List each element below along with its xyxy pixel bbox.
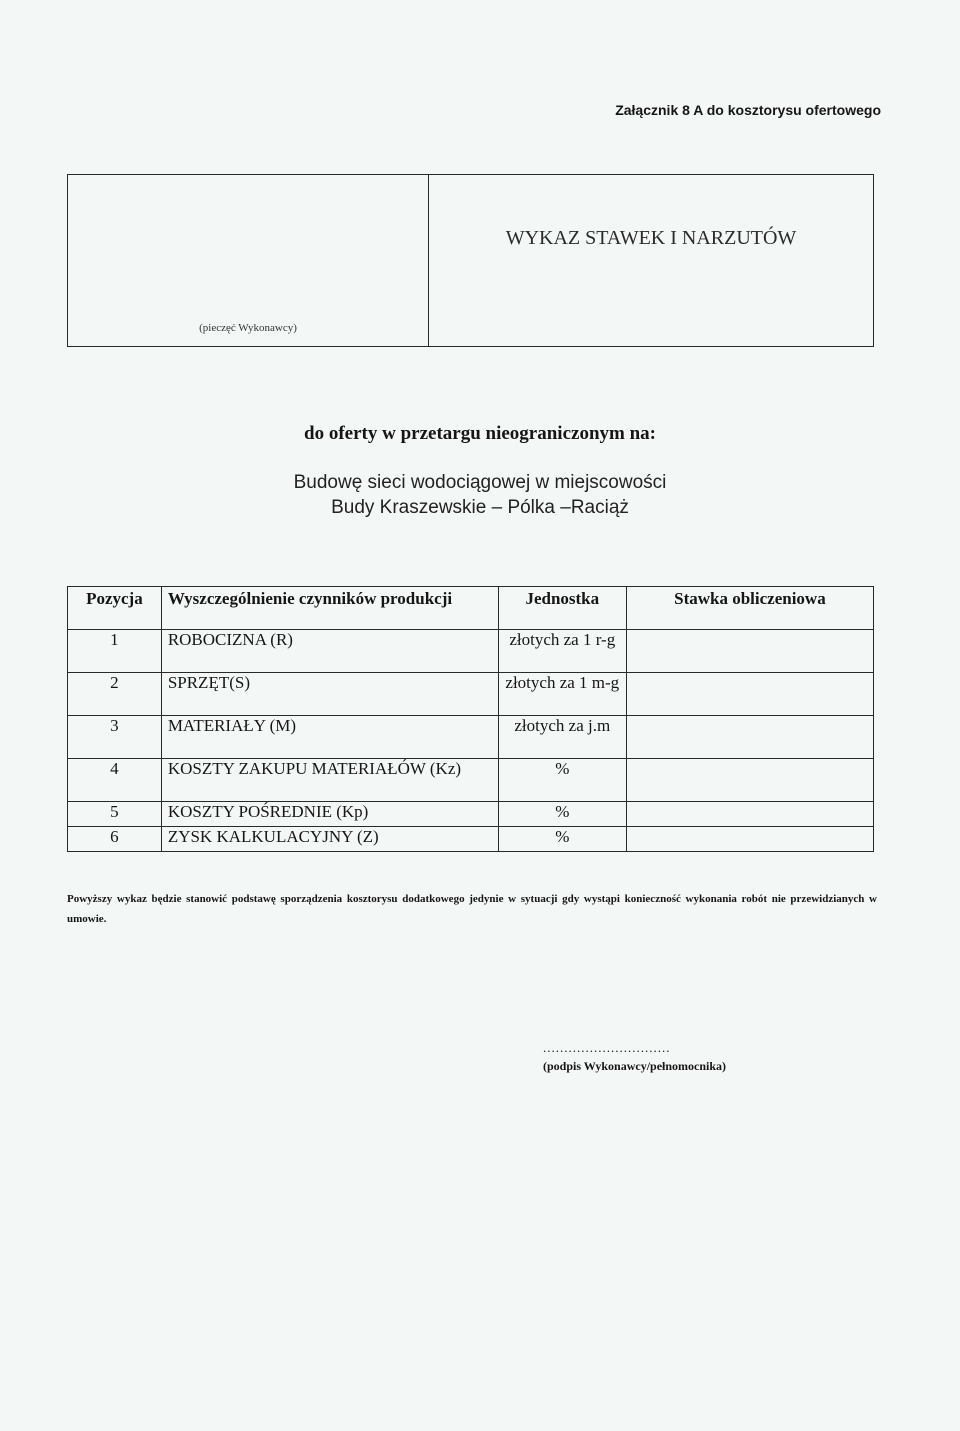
contractor-stamp-area xyxy=(68,175,429,346)
offer-line: do oferty w przetargu nieograniczonym na: xyxy=(304,423,656,444)
row-position: 1 xyxy=(68,630,162,673)
table-row xyxy=(68,673,874,716)
row-unit: złotych za 1 r-g xyxy=(498,630,626,673)
project-line-2: Budy Kraszewskie – Pólka –Raciąż xyxy=(331,497,629,518)
table-header-row xyxy=(68,587,874,630)
row-position: 3 xyxy=(68,716,162,759)
project-name xyxy=(0,470,960,520)
row-name: SPRZĘT(S) xyxy=(161,673,498,716)
rate-input-cell[interactable] xyxy=(626,759,873,802)
rate-input-cell[interactable] xyxy=(626,630,873,673)
table-row xyxy=(68,630,874,673)
rate-input-cell[interactable] xyxy=(626,802,873,827)
attachment-label: Załącznik 8 A do kosztorysu ofertowego xyxy=(615,102,881,118)
rate-input-cell[interactable] xyxy=(626,716,873,759)
rate-input-cell[interactable] xyxy=(626,673,873,716)
rates-table xyxy=(67,586,874,852)
row-unit: % xyxy=(498,802,626,827)
stamp-label: (pieczęć Wykonawcy) xyxy=(199,322,297,334)
row-unit: % xyxy=(498,759,626,802)
row-name: KOSZTY POŚREDNIE (Kp) xyxy=(161,802,498,827)
title-area xyxy=(429,175,873,346)
table-row xyxy=(68,802,874,827)
table-row xyxy=(68,827,874,852)
row-position: 5 xyxy=(68,802,162,827)
row-name: ZYSK KALKULACYJNY (Z) xyxy=(161,827,498,852)
note-paragraph: Powyższy wykaz będzie stanowić podstawę sporządzenia kosztorysu dodatkowego jedynie w sytuacji gdy wystąpi konieczność wykonania robót nie przewidzianych w umowie. xyxy=(67,893,877,925)
row-position: 6 xyxy=(68,827,162,852)
signature-line: .............................. xyxy=(543,1040,671,1055)
header-position: Pozycja xyxy=(68,587,162,630)
row-name: ROBOCIZNA (R) xyxy=(161,630,498,673)
header-rate: Stawka obliczeniowa xyxy=(626,587,873,630)
document-title: WYKAZ STAWEK I NARZUTÓW xyxy=(505,227,797,249)
row-name: MATERIAŁY (M) xyxy=(161,716,498,759)
row-unit: złotych za j.m xyxy=(498,716,626,759)
project-line-1: Budowę sieci wodociągowej w miejscowości xyxy=(293,472,667,493)
signature-block xyxy=(543,1041,773,1074)
row-position: 2 xyxy=(68,673,162,716)
table-row xyxy=(68,716,874,759)
row-unit: złotych za 1 m-g xyxy=(498,673,626,716)
row-name: KOSZTY ZAKUPU MATERIAŁÓW (Kz) xyxy=(161,759,498,802)
header-box xyxy=(67,174,874,347)
rate-input-cell[interactable] xyxy=(626,827,873,852)
table-row xyxy=(68,759,874,802)
signature-label: (podpis Wykonawcy/pełnomocnika) xyxy=(543,1059,727,1073)
row-position: 4 xyxy=(68,759,162,802)
row-unit: % xyxy=(498,827,626,852)
header-unit: Jednostka xyxy=(498,587,626,630)
header-description: Wyszczególnienie czynników produkcji xyxy=(161,587,498,630)
